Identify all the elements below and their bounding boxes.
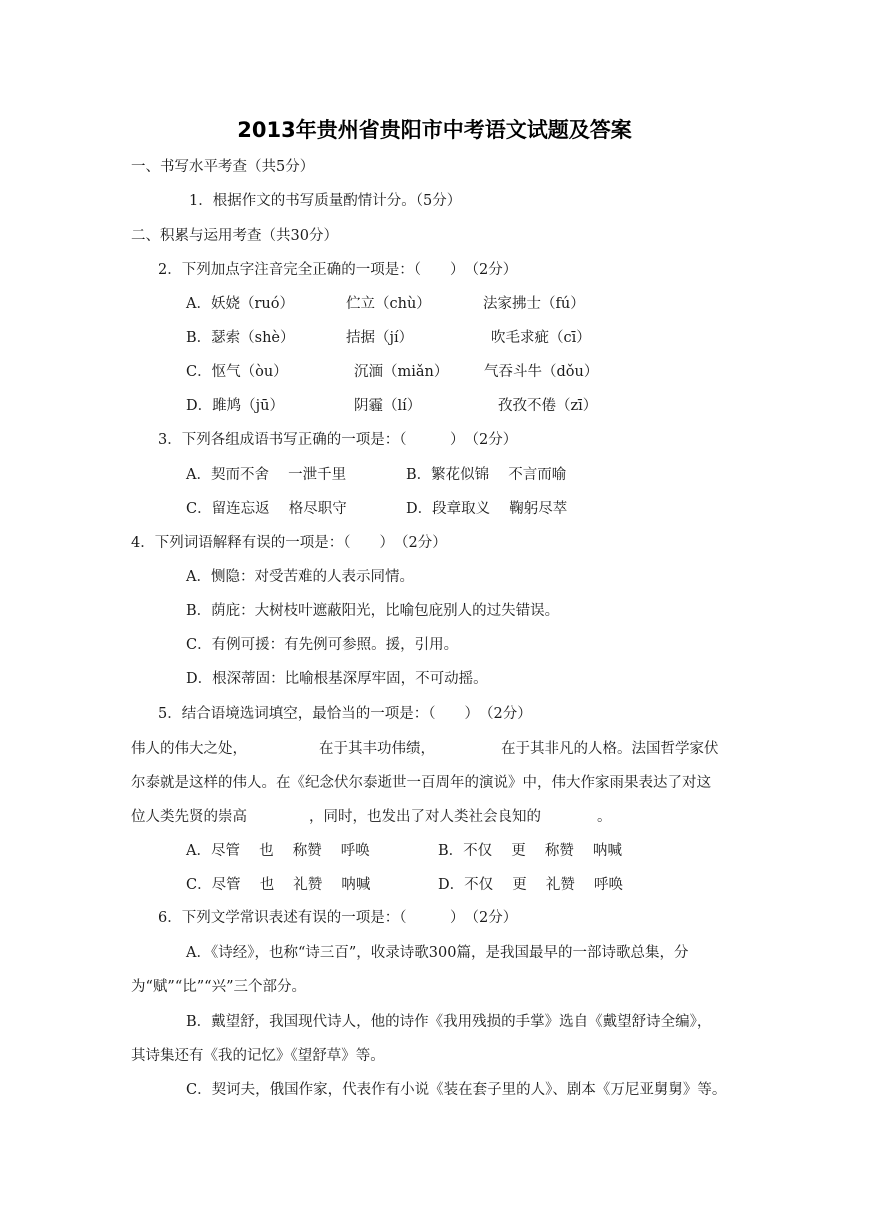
q4-option-b: B．荫庇：大树枝叶遮蔽阳光，比喻包庇别人的过失错误。	[186, 603, 560, 619]
q5-passage-part-1: 伟人的伟大之处，	[131, 741, 247, 757]
q2-option-c-word-3: 气吞斗牛（dǒu）	[484, 364, 599, 380]
question-6-stem: 6．下列文学常识表述有误的一项是：（ ） （2分）	[158, 910, 518, 926]
q6-option-a-line-1: A．《诗经》，也称“诗三百”，收录诗歌300篇，是我国最早的一部诗歌总集，分	[186, 945, 689, 961]
q2-option-d: D．雎鸠（jū）	[186, 398, 284, 414]
q2-option-b: B．瑟索（shè）	[186, 330, 295, 346]
q5-option-c: C．尽管 也 礼赞 呐喊	[186, 877, 371, 893]
q6-option-a-line-2: 为“赋”“比”“兴”三个部分。	[131, 979, 306, 995]
question-2-stem: 2．下列加点字注音完全正确的一项是：（ ） （2分）	[158, 262, 518, 278]
q4-option-a: A．恻隐：对受苦难的人表示同情。	[186, 569, 414, 585]
q5-passage-line-3	[131, 807, 612, 827]
q5-option-b: B．不仅 更 称赞 呐喊	[438, 843, 622, 859]
q5-passage-part-5: ，同时，也发出了对人类社会良知的	[309, 809, 541, 825]
q2-option-a-word-3: 法家拂士（fú）	[483, 296, 585, 312]
q2-option-b-word-2: 拮据（jí）	[346, 330, 414, 346]
q2-option-a-word-2: 伫立（chù）	[346, 296, 431, 312]
q2-option-c-word-2: 沉湎（miǎn）	[354, 364, 449, 380]
question-1: 1．根据作文的书写质量酌情计分。（5分）	[189, 193, 462, 209]
q6-option-c: C．契诃夫，俄国作家，代表作有小说《装在套子里的人》、剧本《万尼亚舅舅》等。	[186, 1082, 727, 1098]
section-1-heading: 一、书写水平考查（共5分）	[131, 159, 315, 175]
q5-passage-part-2: 在于其丰功伟绩，	[319, 741, 435, 757]
q4-option-c: C．有例可援：有先例可参照。援，引用。	[186, 637, 459, 653]
question-3-stem: 3．下列各组成语书写正确的一项是：（ ） （2分）	[158, 432, 518, 448]
q2-option-c: C．怄气（òu）	[186, 364, 288, 380]
q4-option-d: D．根深蒂固：比喻根基深厚牢固，不可动摇。	[186, 671, 488, 687]
q5-passage-line-1	[131, 739, 719, 759]
q5-passage-part-3: 在于其非凡的人格。法国哲学家伏	[501, 741, 719, 757]
q5-option-d: D．不仅 更 礼赞 呼唤	[438, 877, 623, 893]
page-title: 2013年贵州省贵阳市中考语文试题及答案	[237, 118, 632, 142]
q5-option-a: A．尽管 也 称赞 呼唤	[186, 843, 370, 859]
q6-option-b-line-1: B．戴望舒，我国现代诗人，他的诗作《我用残损的手掌》选自《戴望舒诗全编》，	[186, 1014, 712, 1030]
q5-passage-line-2: 尔泰就是这样的伟人。在《纪念伏尔泰逝世一百周年的演说》中，伟大作家雨果表达了对这	[131, 775, 711, 791]
q2-option-a: A．妖娆（ruó）	[186, 296, 294, 312]
q2-option-d-word-3: 孜孜不倦（zī）	[498, 398, 598, 414]
q3-option-c: C．留连忘返 格尽职守	[186, 501, 347, 517]
q3-option-b: B．繁花似锦 不言而喻	[406, 467, 567, 483]
question-4-stem: 4．下列词语解释有误的一项是：（ ） （2分）	[131, 535, 447, 551]
q3-option-d: D．段章取义 鞠躬尽萃	[406, 501, 568, 517]
q6-option-b-line-2: 其诗集还有《我的记忆》《望舒草》等。	[131, 1048, 385, 1064]
q3-option-a: A．契而不舍 一泄千里	[186, 467, 347, 483]
question-5-stem: 5．结合语境选词填空，最恰当的一项是：（ ） （2分）	[158, 706, 532, 722]
q5-passage-part-6: 。	[597, 809, 612, 825]
q2-option-b-word-3: 吹毛求疵（cī）	[491, 330, 591, 346]
q5-passage-part-4: 位人类先贤的崇高	[131, 809, 247, 825]
q2-option-d-word-2: 阴霾（lí）	[354, 398, 422, 414]
section-2-heading: 二、积累与运用考查（共30分）	[131, 228, 338, 244]
